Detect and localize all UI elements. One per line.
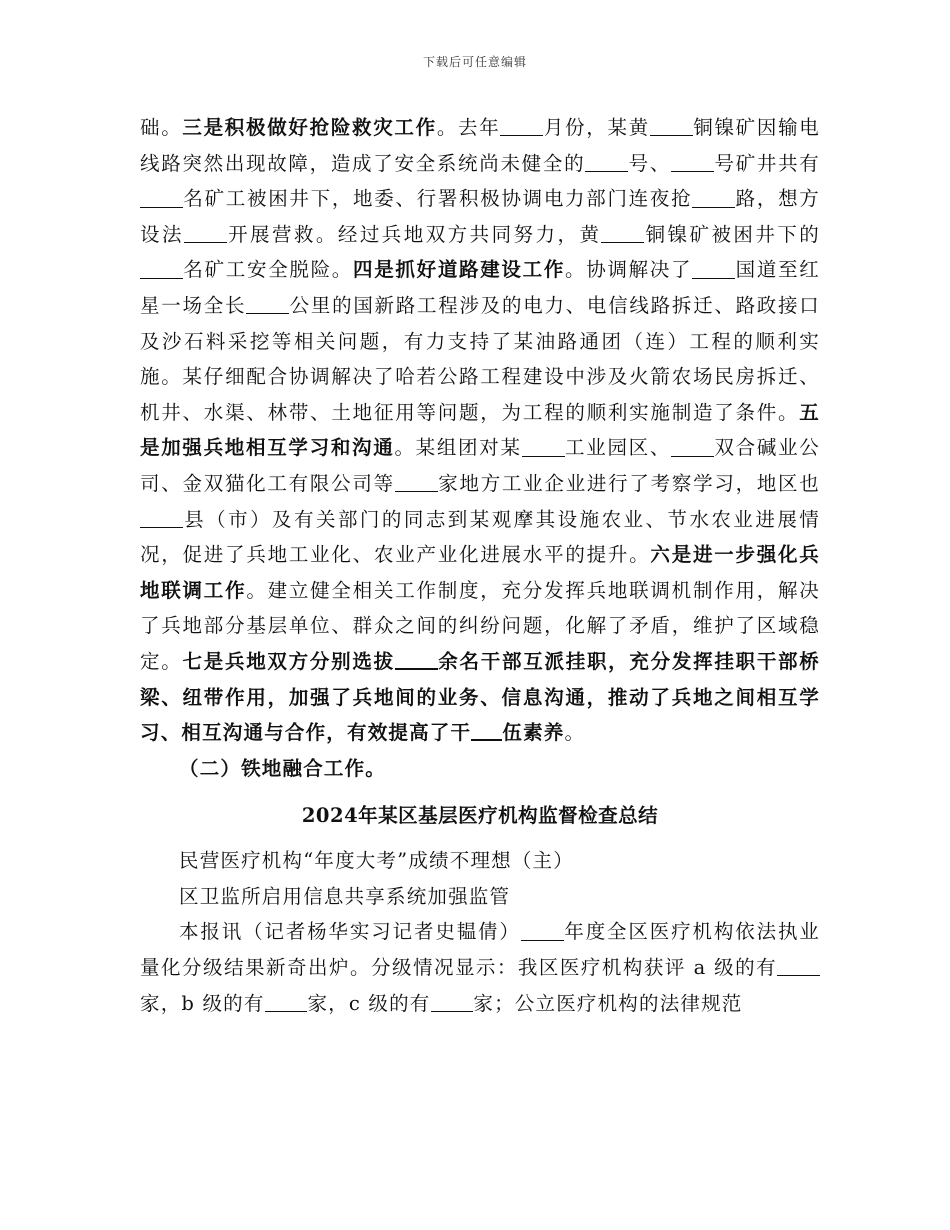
blank [471, 720, 502, 742]
blank [671, 151, 714, 172]
headline-sub: 区卫监所启用信息共享系统加强监管 [179, 884, 511, 908]
blank [650, 116, 693, 137]
blank [692, 258, 735, 279]
blank [140, 187, 183, 208]
blank [140, 258, 183, 279]
blank [431, 991, 474, 1012]
blank [692, 187, 735, 208]
blank [395, 472, 438, 493]
blank [521, 920, 564, 941]
paragraph-news-report: 本报讯（记者杨华实习记者史韫倩） 年度全区医疗机构依法执业量化分级结果新奇出炉。分级情况显示：我区医疗机构获评 a 级的有家，b 级的有 家，c 级的有 家；公立医疗机构的法律规范 [140, 920, 821, 1015]
blank [500, 116, 543, 137]
bold-sentence-7: 余名干部互派挂职，充分发挥挂职干部桥梁、纽带作用，加强了兵地间的业务、信息沟通，推动了兵地之间相互学习、相互沟通与合作，有效提高了干 [140, 649, 820, 745]
blank [184, 223, 227, 244]
article-title: 2024年某区基层医疗机构监督检查总结 [301, 804, 659, 828]
bold-heading-7: 七是兵地双方分别选拔 [182, 649, 395, 673]
blank [140, 507, 183, 528]
document-body [140, 110, 820, 1021]
blank [246, 294, 289, 315]
subheading-tiedi: （二）铁地融合工作。 [179, 756, 387, 780]
headline-main: 民营医疗机构“年度大考”成绩不理想（主） [179, 849, 574, 873]
blank [522, 436, 565, 457]
paragraph-bingdi-cooperation: 础。三是积极做好抢险救灾工作。去年 月份，某黄 铜镍矿因输电线路突然出现故障，造成了安全系统尚未健全的 号、 号矿井共有名矿工被困井下，地委、行署积极协调电力部门连夜抢 路，想方设法 开展营救。经过兵地双方共同努力，黄 铜镍矿被困井下的名矿工安全脱险。四是抓好道路建设工作。协调解决了 国道至红星一场全长 公里的国新路工程涉及的电力、电信线路拆迁、路政接口及沙石料采挖等相关问题，有力支持了某油路通团（连）工程的顺利实施。某仔细配合协调解决了哈若公路工程建设中涉及火箭农场民房拆迁、机井、水渠、林带、土地征用等问题，为工程的顺利实施制造了条件。五是加强兵地相互学习和沟通。某组团对某 工业园区、 双合碱业公司、金双猫化工有限公司等 家地方工业企业进行了考察学习，地区也县（市）及有关部门的同志到某观摩其设施农业、节水农业进展情况，促进了兵地工业化、农业产业化进展水平的提升。六是进一步强化兵地联调工作。建立健全相关工作制度，充分发挥兵地联调机制作用，解决了兵地部分基层单位、群众之间的纠纷问题，化解了矛盾，维护了区域稳定。七是兵地双方分别选拔 余名干部互派挂职，充分发挥挂职干部桥梁、纽带作用，加强了兵地间的业务、信息沟通，推动了兵地之间相互学习、相互沟通与合作，有效提高了干 伍素养。 [140, 116, 821, 745]
blank [777, 956, 820, 977]
bold-heading-3: 三是积极做好抢险救灾工作 [182, 116, 437, 139]
blank [601, 223, 644, 244]
blank [265, 991, 308, 1012]
blank [395, 649, 438, 671]
blank [671, 436, 714, 457]
bold-heading-6: 六是进一步强化兵地联调工作 [140, 543, 820, 602]
bold-heading-4: 四是抓好道路建设工作 [353, 258, 566, 282]
bold-heading-5: 五是加强兵地相互学习和沟通 [140, 400, 820, 460]
page-header: 下载后可任意编辑 [422, 55, 527, 69]
blank [585, 151, 628, 172]
